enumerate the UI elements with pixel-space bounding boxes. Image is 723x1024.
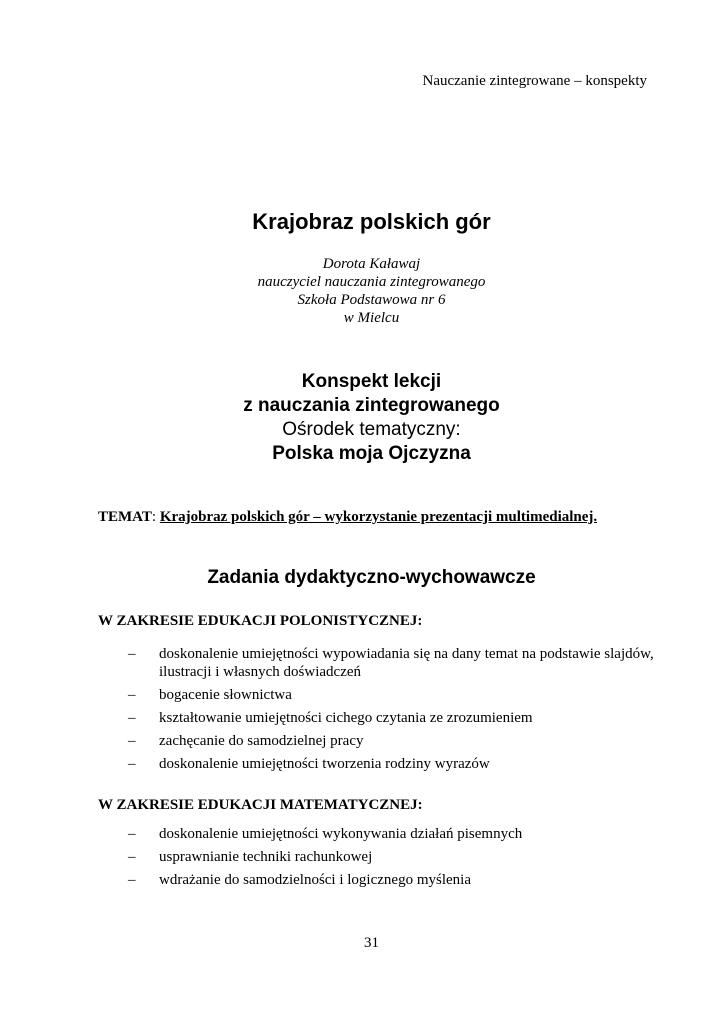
- plan-line-4: Polska moja Ojczyzna: [272, 443, 471, 464]
- dash-bullet: –: [128, 687, 136, 703]
- plan-line-3: Ośrodek tematyczny:: [282, 419, 461, 440]
- author-school: Szkoła Podstawowa nr 6: [297, 292, 446, 308]
- dash-bullet: –: [128, 646, 136, 662]
- list-item-text: kształtowanie umiejętności cichego czytania ze zrozumieniem: [159, 710, 533, 726]
- list-item: [98, 732, 658, 750]
- dash-bullet: –: [128, 872, 136, 888]
- list-item: [98, 871, 658, 889]
- section-heading: Zadania dydaktyczno-wychowawcze: [207, 567, 536, 588]
- area-heading-math: W ZAKRESIE EDUKACJI MATEMATYCZNEJ:: [98, 797, 423, 813]
- list-item-text: doskonalenie umiejętności wypowiadania się na dany temat na podstawie slajdów, ilustracji i własnych doświadczeń: [159, 646, 654, 680]
- list-item: [98, 645, 658, 681]
- list-item: [98, 709, 658, 727]
- dash-bullet: –: [128, 826, 136, 842]
- list-item-text: doskonalenie umiejętności wykonywania działań pisemnych: [159, 826, 523, 842]
- author-name: Dorota Kaławaj: [322, 256, 421, 272]
- list-item-text: usprawnianie techniki rachunkowej: [159, 849, 373, 865]
- lesson-topic: [98, 508, 597, 526]
- author-role: nauczyciel nauczania zintegrowanego: [257, 274, 486, 290]
- dash-bullet: –: [128, 756, 136, 772]
- list-item: [98, 755, 658, 773]
- list-item: [98, 686, 658, 704]
- running-header: Nauczanie zintegrowane – konspekty: [422, 73, 647, 89]
- author-city: w Mielcu: [343, 310, 400, 326]
- list-item: [98, 848, 658, 866]
- topic-separator: :: [151, 509, 160, 525]
- plan-line-2: z nauczania zintegrowanego: [243, 395, 500, 416]
- lesson-plan-heading: [10, 370, 723, 466]
- dash-bullet: –: [128, 733, 136, 749]
- dash-bullet: –: [128, 849, 136, 865]
- area-heading-polish: W ZAKRESIE EDUKACJI POLONISTYCZNEJ:: [98, 613, 423, 629]
- list-item-text: bogacenie słownictwa: [159, 687, 292, 703]
- list-item-text: zachęcanie do samodzielnej pracy: [159, 733, 364, 749]
- list-item-text: wdrażanie do samodzielności i logicznego myślenia: [159, 872, 471, 888]
- topic-label: TEMAT: [98, 509, 152, 525]
- plan-line-1: Konspekt lekcji: [301, 371, 442, 392]
- list-item: [98, 825, 658, 843]
- polish-goals-list: [98, 645, 658, 778]
- dash-bullet: –: [128, 710, 136, 726]
- document-title: Krajobraz polskich gór: [252, 209, 491, 234]
- topic-value: Krajobraz polskich gór – wykorzystanie prezentacji multimedialnej.: [159, 509, 598, 525]
- page-number: 31: [364, 935, 379, 951]
- math-goals-list: [98, 825, 658, 894]
- author-block: [10, 255, 723, 327]
- list-item-text: doskonalenie umiejętności tworzenia rodziny wyrazów: [159, 756, 490, 772]
